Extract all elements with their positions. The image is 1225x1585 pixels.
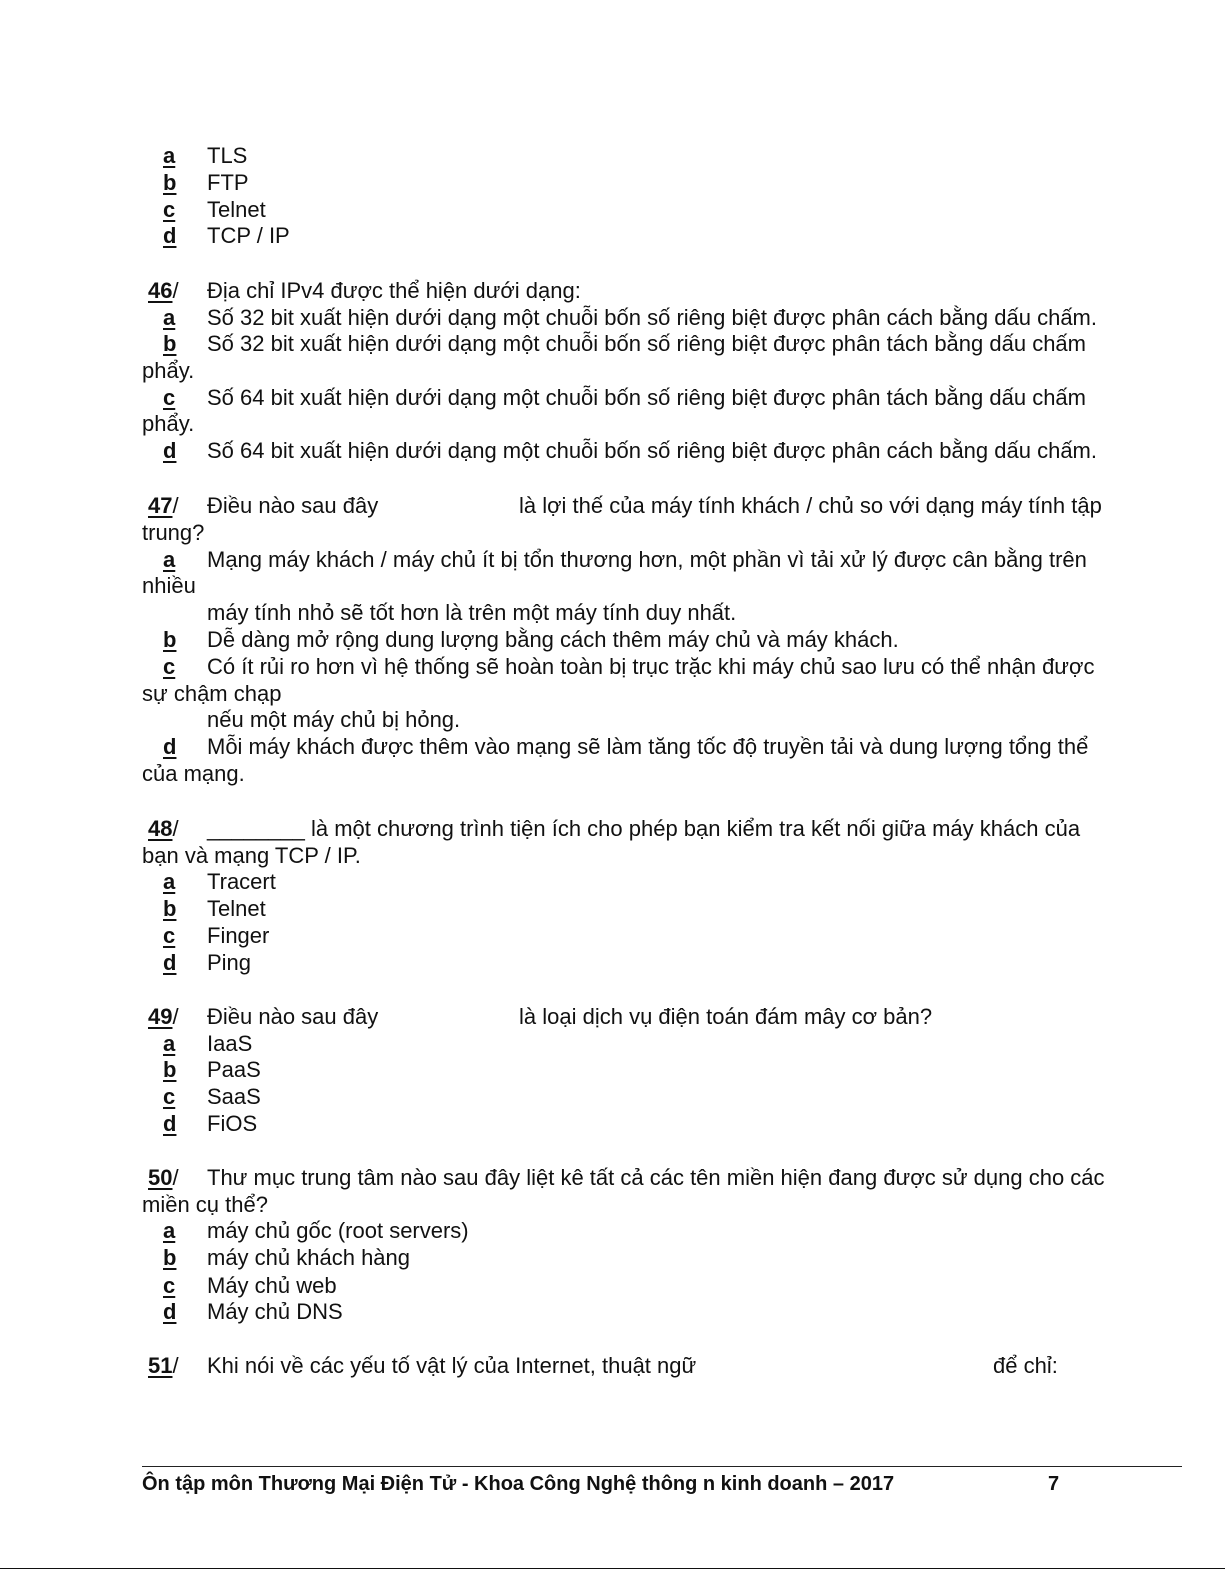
q50-stem-continuation: miền cụ thể? [142, 1192, 268, 1217]
q46-stem: Địa chỉ IPv4 được thể hiện dưới dạng: [207, 278, 581, 303]
q47-d-continuation: của mạng. [142, 761, 245, 786]
q47-number: 47/ [148, 493, 179, 518]
q48-option-label: a [163, 869, 176, 894]
q51-stem-part1: Khi nói về các yếu tố vật lý của Internet, thuật ngữ [207, 1353, 697, 1378]
q47-a-text: Mạng máy khách / máy chủ ít bị tổn thương hơn, một phần vì tải xử lý được cân bằng trên [207, 547, 1087, 572]
q45-option-text: Telnet [207, 197, 266, 222]
q51-number: 51/ [148, 1353, 179, 1378]
q47-stem-part2: là lợi thế của máy tính khách / chủ so với dạng máy tính tập [519, 493, 1102, 518]
q47-c-continuation: sự chậm chạp [142, 681, 282, 706]
q46-c-text: Số 64 bit xuất hiện dưới dạng một chuỗi bốn số riêng biệt được phân tách bằng dấu chấm [207, 385, 1086, 410]
q48-option-label: c [163, 923, 176, 948]
page-number: 7 [1048, 1473, 1060, 1495]
q50-option-label: c [163, 1273, 176, 1298]
q50-option-text: Máy chủ web [207, 1273, 337, 1298]
q46-d-text: Số 64 bit xuất hiện dưới dạng một chuỗi bốn số riêng biệt được phân cách bằng dấu chấm. [207, 438, 1097, 463]
q48-option-label: b [163, 896, 177, 921]
q49-stem-part1: Điều nào sau đây [207, 1004, 379, 1029]
q49-number: 49/ [148, 1004, 179, 1029]
q46-a-label: a [163, 305, 176, 330]
q46-b-text: Số 32 bit xuất hiện dưới dạng một chuỗi bốn số riêng biệt được phân tách bằng dấu chấm [207, 331, 1086, 356]
q48-option-text: Tracert [207, 869, 276, 894]
q49-stem-part2: là loại dịch vụ điện toán đám mây cơ bản? [519, 1004, 933, 1029]
q49-option-label: d [163, 1111, 177, 1136]
q49-option-text: SaaS [207, 1084, 261, 1109]
q50-option-text: máy chủ khách hàng [207, 1245, 411, 1270]
q48-stem-continuation: bạn và mạng TCP / IP. [142, 843, 361, 868]
q50-option-text: Máy chủ DNS [207, 1299, 343, 1324]
q45-option-text: FTP [207, 170, 249, 195]
q47-a-continuation: nhiều [142, 573, 196, 598]
q50-option-label: d [163, 1299, 177, 1324]
q45-option-text: TLS [207, 143, 248, 168]
q47-b-label: b [163, 627, 177, 652]
q46-a-text: Số 32 bit xuất hiện dưới dạng một chuỗi bốn số riêng biệt được phân cách bằng dấu chấm. [207, 305, 1097, 330]
q47-d-text: Mỗi máy khách được thêm vào mạng sẽ làm tăng tốc độ truyền tải và dung lượng tổng thể [207, 734, 1089, 759]
q50-number: 50/ [148, 1165, 179, 1190]
q48-option-text: Telnet [207, 896, 266, 921]
q50-option-text: máy chủ gốc (root servers) [207, 1218, 469, 1243]
q47-d-label: d [163, 734, 177, 759]
q49-option-text: PaaS [207, 1057, 261, 1082]
q47-b-text: Dễ dàng mở rộng dung lượng bằng cách thêm máy chủ và máy khách. [207, 627, 899, 652]
q50-option-label: a [163, 1218, 176, 1243]
q47-a-label: a [163, 547, 176, 572]
q46-c-continuation: phẩy. [142, 411, 195, 436]
q47-c-text: Có ít rủi ro hơn vì hệ thống sẽ hoàn toàn bị trục trặc khi máy chủ sao lưu có thể nhận được [207, 654, 1095, 679]
q48-option-label: d [163, 950, 177, 975]
q49-option-label: a [163, 1031, 176, 1056]
q46-d-label: d [163, 438, 177, 463]
q47-stem-part1: Điều nào sau đây [207, 493, 379, 518]
q49-option-text: IaaS [207, 1031, 253, 1056]
q45-option-label: b [163, 170, 177, 195]
q46-c-label: c [163, 385, 176, 410]
q47-c-label: c [163, 654, 176, 679]
page-bottom-edge [0, 1568, 1225, 1569]
q50-stem: Thư mục trung tâm nào sau đây liệt kê tất cả các tên miền hiện đang được sử dụng cho các [207, 1165, 1105, 1190]
q48-option-text: Finger [207, 923, 270, 948]
q47-stem-continuation: trung? [142, 520, 205, 545]
q48-number: 48/ [148, 816, 179, 841]
q46-b-label: b [163, 331, 177, 356]
q50-option-label: b [163, 1245, 177, 1270]
q46-number: 46/ [148, 278, 179, 303]
q49-option-label: c [163, 1084, 176, 1109]
q47-c-continuation-2: nếu một máy chủ bị hỏng. [207, 707, 461, 732]
q49-option-text: FiOS [207, 1111, 258, 1136]
q46-b-continuation: phẩy. [142, 358, 195, 383]
q48-stem: ________ là một chương trình tiện ích cho phép bạn kiểm tra kết nối giữa máy khách của [207, 816, 1081, 841]
q45-option-label: a [163, 143, 176, 168]
q49-option-label: b [163, 1057, 177, 1082]
q45-option-label: c [163, 197, 176, 222]
q45-option-label: d [163, 223, 177, 248]
q51-stem-part2: để chỉ: [993, 1353, 1058, 1378]
footer-title: Ôn tập môn Thương Mại Điện Tử - Khoa Công Nghệ thông n kinh doanh – 2017 [142, 1473, 895, 1495]
footer-divider [142, 1466, 1182, 1467]
q48-option-text: Ping [207, 950, 252, 975]
q47-a-continuation-2: máy tính nhỏ sẽ tốt hơn là trên một máy tính duy nhất. [207, 600, 737, 625]
q45-option-text: TCP / IP [207, 223, 290, 248]
